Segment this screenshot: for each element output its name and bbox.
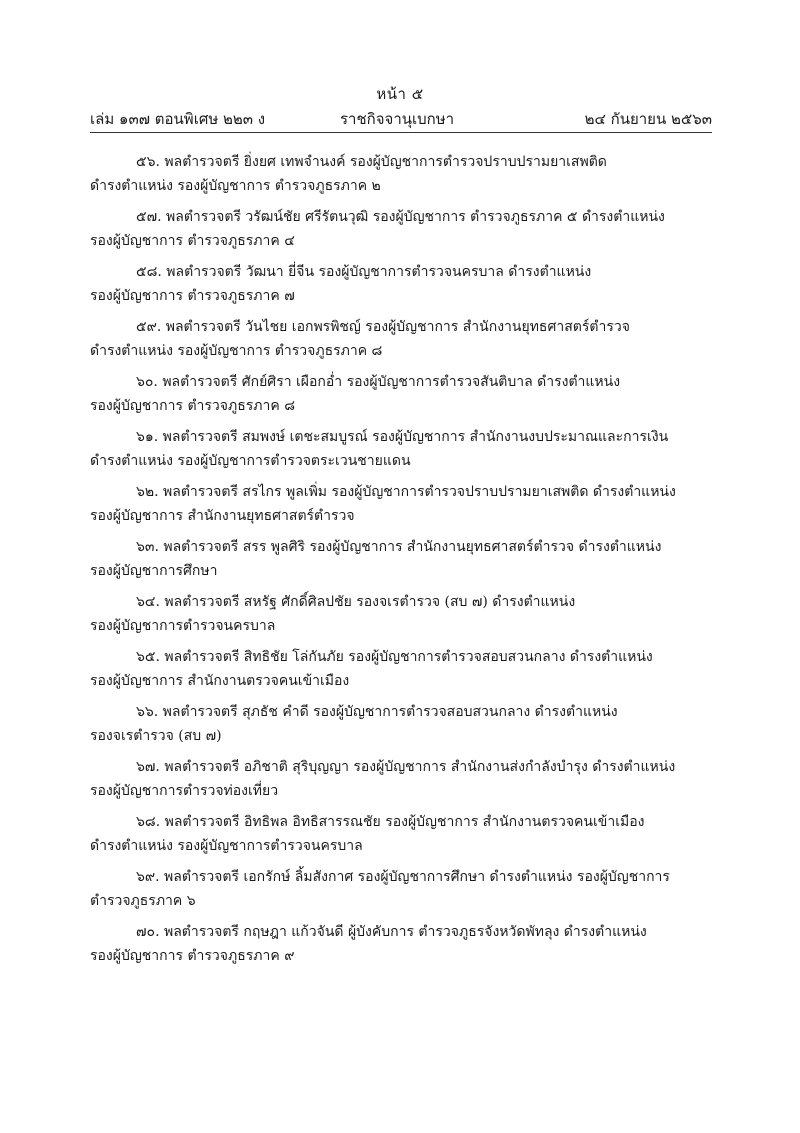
entry-line-2: รองผู้บัญชาการ ตำรวจภูธรภาค ๔ xyxy=(90,233,295,249)
entry-line-1: ๖๖. พลตำรวจตรี สุภธัช คำดี รองผู้บัญชาการตำรวจสอบสวนกลาง ดำรงตำแหน่ง xyxy=(136,704,618,720)
entry-line-1: ๕๖. พลตำรวจตรี ยิ่งยศ เทพจำนงค์ รองผู้บัญชาการตำรวจปราบปรามยาเสพติด xyxy=(136,154,607,170)
entry-line-1: ๖๑. พลตำรวจตรี สมพงษ์ เตชะสมบูรณ์ รองผู้บัญชาการ สำนักงานงบประมาณและการเงิน xyxy=(136,429,669,445)
entry-line-2: รองจเรตำรวจ (สบ ๗) xyxy=(90,728,222,744)
list-item xyxy=(90,535,712,583)
entry-line-1: ๖๔. พลตำรวจตรี สหรัฐ ศักดิ์ศิลปชัย รองจเรตำรวจ (สบ ๗) ดำรงตำแหน่ง xyxy=(136,594,576,610)
list-item xyxy=(90,590,712,638)
entry-line-1: ๕๙. พลตำรวจตรี วันไชย เอกพรพิชญ์ รองผู้บัญชาการ สำนักงานยุทธศาสตร์ตำรวจ xyxy=(136,319,630,335)
entry-line-2: รองผู้บัญชาการ สำนักงานตรวจคนเข้าเมือง xyxy=(90,673,350,689)
entry-line-2: ตำรวจภูธรภาค ๖ xyxy=(90,893,196,909)
entry-line-1: ๖๘. พลตำรวจตรี อิทธิพล อิทธิสารรณชัย รองผู้บัญชาการ สำนักงานตรวจคนเข้าเมือง xyxy=(136,814,645,830)
list-item xyxy=(90,260,712,308)
entry-line-1: ๖๐. พลตำรวจตรี ศักย์ศิรา เผือกอ่ำ รองผู้บัญชาการตำรวจสันติบาล ดำรงตำแหน่ง xyxy=(136,374,621,390)
entry-line-1: ๕๘. พลตำรวจตรี วัฒนา ยี่จีน รองผู้บัญชาการตำรวจนครบาล ดำรงตำแหน่ง xyxy=(136,264,592,280)
entry-line-2: รองผู้บัญชาการตำรวจท่องเที่ยว xyxy=(90,783,279,799)
gazette-title: ราชกิจจานุเบกษา xyxy=(340,110,455,128)
entry-line-2: ดำรงตำแหน่ง รองผู้บัญชาการตำรวจตระเวนชายแดน xyxy=(90,453,411,469)
entry-line-1: ๗๐. พลตำรวจตรี กฤษฎา แก้วจันดี ผู้บังคับการ ตำรวจภูธรจังหวัดพัทลุง ดำรงตำแหน่ง xyxy=(136,924,647,940)
entry-line-1: ๕๗. พลตำรวจตรี วรัฒน์ชัย ศรีรัตนวุฒิ รองผู้บัญชาการ ตำรวจภูธรภาค ๕ ดำรงตำแหน่ง xyxy=(136,209,665,225)
entry-line-1: ๖๗. พลตำรวจตรี อภิชาติ สุริบุญญา รองผู้บัญชาการ สำนักงานส่งกำลังบำรุง ดำรงตำแหน่ง xyxy=(136,759,676,775)
entry-line-2: รองผู้บัญชาการ ตำรวจภูธรภาค ๗ xyxy=(90,288,295,304)
list-item xyxy=(90,480,712,528)
entry-line-2: ดำรงตำแหน่ง รองผู้บัญชาการ ตำรวจภูธรภาค ๘ xyxy=(90,343,383,359)
entry-line-1: ๖๒. พลตำรวจตรี สรไกร พูลเพิ่ม รองผู้บัญชาการตำรวจปราบปรามยาเสพติด ดำรงตำแหน่ง xyxy=(136,484,676,500)
list-item xyxy=(90,645,712,693)
entry-line-2: รองผู้บัญชาการ สำนักงานยุทธศาสตร์ตำรวจ xyxy=(90,508,355,524)
entry-line-2: รองผู้บัญชาการศึกษา xyxy=(90,563,218,579)
publication-date: ๒๔ กันยายน ๒๕๖๓ xyxy=(584,110,712,128)
list-item xyxy=(90,370,712,418)
page-number: หน้า ๕ xyxy=(376,85,424,103)
list-item xyxy=(90,865,712,913)
entry-line-2: รองผู้บัญชาการ ตำรวจภูธรภาค ๙ xyxy=(90,948,295,964)
entry-line-2: รองผู้บัญชาการตำรวจนครบาล xyxy=(90,618,276,634)
entry-line-1: ๖๓. พลตำรวจตรี สรร พูลศิริ รองผู้บัญชาการ สำนักงานยุทธศาสตร์ตำรวจ ดำรงตำแหน่ง xyxy=(136,539,662,555)
list-item xyxy=(90,315,712,363)
entry-line-1: ๖๕. พลตำรวจตรี สิทธิชัย โล่กันภัย รองผู้บัญชาการตำรวจสอบสวนกลาง ดำรงตำแหน่ง xyxy=(136,649,653,665)
list-item xyxy=(90,810,712,858)
list-item xyxy=(90,150,712,198)
entry-line-1: ๖๙. พลตำรวจตรี เอกรักษ์ ลิ้มสังกาศ รองผู้บัญชาการศึกษา ดำรงตำแหน่ง รองผู้บัญชาการ xyxy=(136,869,670,885)
appointment-list xyxy=(90,150,712,975)
list-item xyxy=(90,205,712,253)
header-divider xyxy=(90,132,712,133)
list-item xyxy=(90,700,712,748)
list-item xyxy=(90,920,712,968)
entry-line-2: ดำรงตำแหน่ง รองผู้บัญชาการ ตำรวจภูธรภาค ๒ xyxy=(90,178,381,194)
list-item xyxy=(90,425,712,473)
volume-info: เล่ม ๑๓๗ ตอนพิเศษ ๒๒๓ ง xyxy=(90,110,266,128)
gazette-header xyxy=(90,107,712,129)
entry-line-2: ดำรงตำแหน่ง รองผู้บัญชาการตำรวจนครบาล xyxy=(90,838,363,854)
entry-line-2: รองผู้บัญชาการ ตำรวจภูธรภาค ๘ xyxy=(90,398,295,414)
list-item xyxy=(90,755,712,803)
